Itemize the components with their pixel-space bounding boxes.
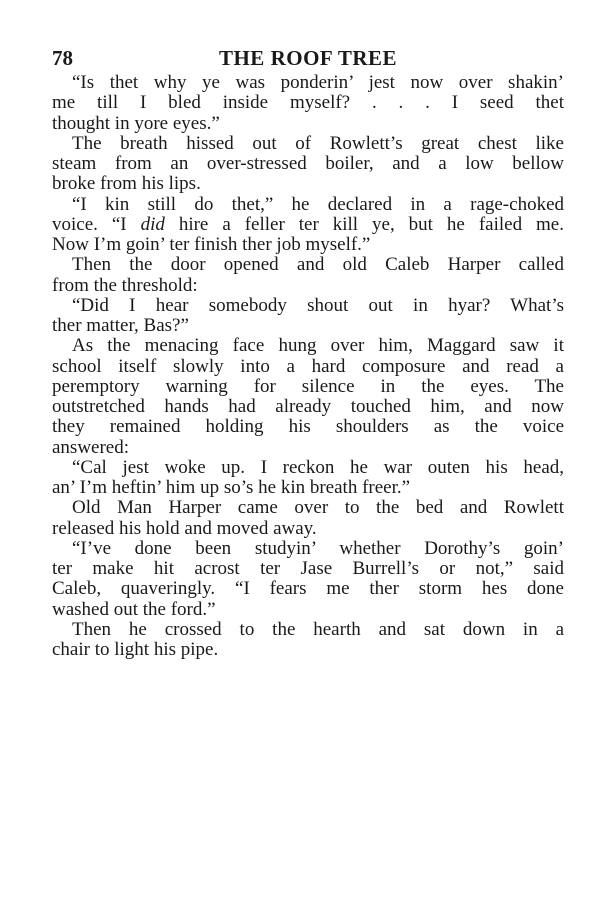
- text-segment: voice. “I: [52, 213, 141, 235]
- text-line: The breath hissed out of Rowlett’s great chest like: [72, 132, 564, 154]
- text-line: ter make hit acrost ter Jase Burrell’s or not,” said: [52, 558, 564, 579]
- text-line: Then the door opened and old Caleb Harper called: [72, 254, 564, 276]
- text-line: Caleb, quaveringly. “I fears me ther storm hes done: [52, 578, 564, 600]
- text-line: me till I bled inside myself? . . . I seed thet: [52, 92, 564, 114]
- text-line: from the threshold:: [52, 274, 198, 296]
- text-line: an’ I’m heftin’ him up so’s he kin breath freer.”: [52, 477, 411, 498]
- text-line: As the menacing face hung over him, Maggard saw it: [72, 335, 564, 357]
- text-line: “Did I hear somebody shout out in hyar? What’s: [72, 294, 564, 316]
- text-segment: hire a feller ter kill ye, but he failed me.: [164, 213, 564, 235]
- text-line: thought in yore eyes.”: [52, 112, 220, 134]
- text-line: chair to light his pipe.: [52, 639, 219, 660]
- text-line: “I’ve done been studyin’ whether Dorothy’s goin’: [72, 537, 564, 559]
- italic-emphasis: did: [140, 213, 165, 235]
- text-line: school itself slowly into a hard composure and read a: [52, 355, 564, 377]
- text-line: “I kin still do thet,” he declared in a rage-choked: [72, 193, 564, 215]
- text-line: broke from his lips.: [52, 173, 201, 195]
- text-line: “Cal jest woke up. I reckon he war outen his head,: [72, 456, 564, 478]
- page-number: 78: [52, 46, 73, 70]
- text-line: steam from an over-stressed boiler, and a low bellow: [52, 153, 564, 174]
- page-header: [52, 44, 564, 72]
- text-line: they remained holding his shoulders as the voice: [52, 416, 564, 438]
- text-line: washed out the ford.”: [52, 598, 216, 620]
- text-line: outstretched hands had already touched him, and now: [52, 396, 564, 417]
- text-line: Then he crossed to the hearth and sat down in a: [72, 618, 564, 640]
- text-line: peremptory warning for silence in the eyes. The: [52, 375, 564, 397]
- text-line: ther matter, Bas?”: [52, 315, 189, 336]
- text-line: answered:: [52, 436, 130, 458]
- text-line: Now I’m goin’ ter finish ther job myself.”: [52, 234, 371, 255]
- text-line: Old Man Harper came over to the bed and Rowlett: [72, 497, 564, 519]
- text-line: “Is thet why ye was ponderin’ jest now over shakin’: [72, 72, 564, 93]
- running-head: THE ROOF TREE: [218, 46, 398, 70]
- text-line: [52, 215, 564, 235]
- text-line: released his hold and moved away.: [52, 517, 317, 539]
- body-text: [52, 73, 564, 660]
